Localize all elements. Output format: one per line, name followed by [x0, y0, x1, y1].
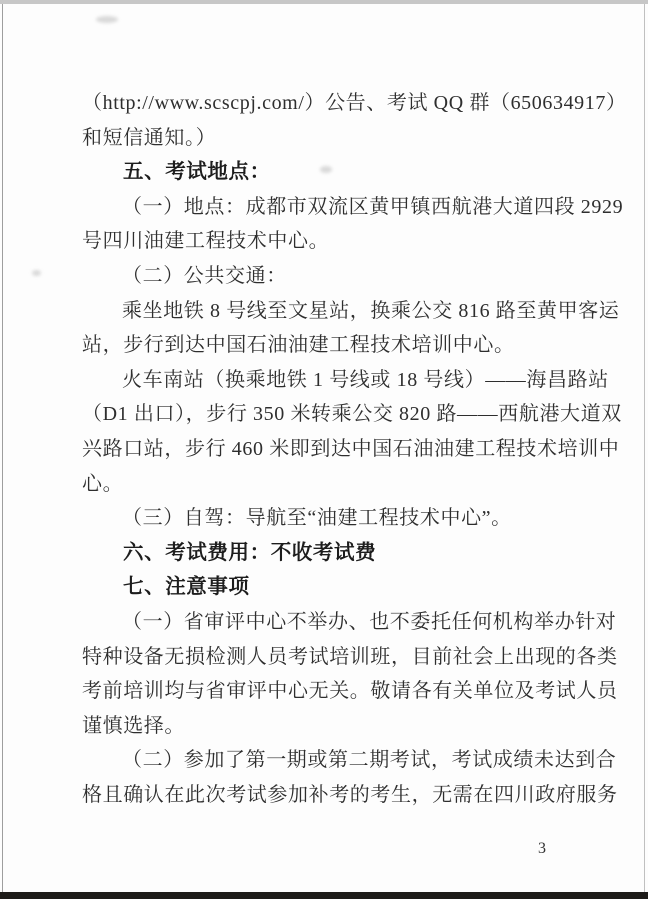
heading-exam-fee: 六、考试费用：不收考试费 — [123, 540, 377, 564]
text-line: 心。 — [82, 472, 124, 495]
scan-right-edge — [644, 4, 645, 892]
text-line: （http://www.scscpj.com/）公告、考试 QQ 群（650634917） — [82, 92, 627, 114]
page-number: 3 — [538, 840, 546, 857]
text-line: （三）自驾：导航至“油建工程技术中心”。 — [122, 507, 512, 530]
text-line: （D1 出口），步行 350 米转乘公交 820 路——西航港大道双 — [82, 403, 622, 426]
text-line: 站，步行到达中国石油油建工程技术培训中心。 — [82, 334, 515, 357]
heading-exam-location: 五、考试地点： — [123, 160, 271, 184]
text-line: （二）参加了第一期或第二期考试，考试成绩未达到合 — [122, 749, 617, 772]
text-line: （一）地点：成都市双流区黄甲镇西航港大道四段 2929 — [122, 195, 624, 218]
scan-left-edge — [2, 4, 3, 892]
scan-smudge — [96, 16, 118, 23]
text-line: （一）省审评中心不举办、也不委托任何机构举办针对 — [122, 610, 617, 633]
document-body — [82, 86, 627, 812]
heading-notes: 七、注意事项 — [123, 575, 250, 599]
scan-top-edge — [0, 0, 648, 4]
text-line: 号四川油建工程技术中心。 — [82, 230, 330, 253]
text-line: 特种设备无损检测人员考试培训班，目前社会上出现的各类 — [82, 645, 618, 668]
text-line: 格且确认在此次考试参加补考的考生，无需在四川政府服务 — [82, 783, 618, 806]
scan-bottom-edge — [0, 892, 648, 899]
text-line: 火车南站（换乘地铁 1 号线或 18 号线）——海昌路站 — [122, 368, 609, 391]
text-line: 兴路口站，步行 460 米即到达中国石油油建工程技术培训中 — [82, 437, 620, 460]
text-line: （二）公共交通： — [122, 264, 287, 287]
text-line: 和短信通知。） — [82, 126, 217, 149]
text-line: 乘坐地铁 8 号线至文星站，换乘公交 816 路至黄甲客运 — [122, 299, 620, 322]
text-line: 考前培训均与省审评中心无关。敬请各有关单位及考试人员 — [82, 680, 618, 703]
text-line: 谨慎选择。 — [82, 714, 185, 737]
scan-smudge — [32, 270, 41, 276]
